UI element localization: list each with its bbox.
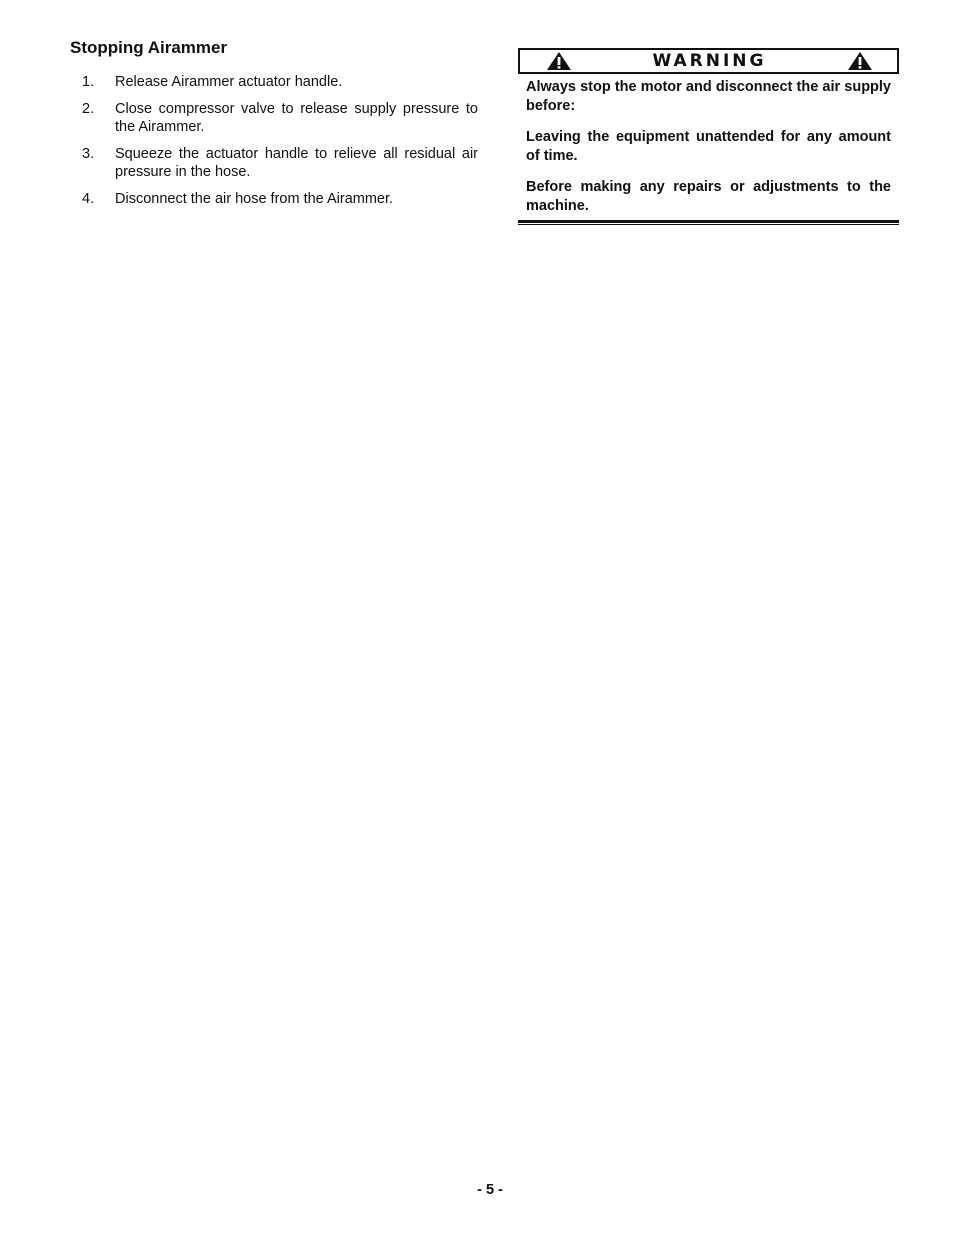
list-item: [70, 190, 478, 208]
list-item: [70, 100, 478, 136]
warning-title: WARNING: [652, 51, 767, 71]
stopping-airammer-section: [70, 37, 478, 217]
step-number: 2.: [82, 101, 95, 117]
warning-box: [518, 48, 899, 225]
step-number: 4.: [82, 191, 95, 207]
warning-body: [518, 74, 899, 216]
warning-paragraph: Always stop the motor and disconnect the air supply before:: [526, 79, 891, 114]
step-text: Squeeze the actuator handle to relieve all residual air pressure in the hose.: [115, 146, 478, 180]
warning-triangle-icon: [847, 51, 873, 71]
step-text: Release Airammer actuator handle.: [115, 74, 343, 90]
section-title: Stopping Airammer: [70, 38, 228, 57]
warning-triangle-icon: [546, 51, 572, 71]
step-text: Close compressor valve to release supply pressure to the Airammer.: [115, 101, 478, 135]
warning-paragraph: Before making any repairs or adjustments to the machine.: [526, 179, 891, 214]
step-number: 1.: [82, 74, 95, 90]
list-item: [70, 145, 478, 181]
warning-header: [518, 48, 899, 74]
warning-bottom-rule: [518, 220, 899, 225]
warning-paragraph: Leaving the equipment unattended for any amount of time.: [526, 129, 891, 164]
step-number: 3.: [82, 146, 95, 162]
page-number: - 5 -: [477, 1182, 503, 1198]
list-item: [70, 73, 478, 91]
step-text: Disconnect the air hose from the Airammer.: [115, 191, 394, 207]
steps-list: [70, 73, 478, 208]
